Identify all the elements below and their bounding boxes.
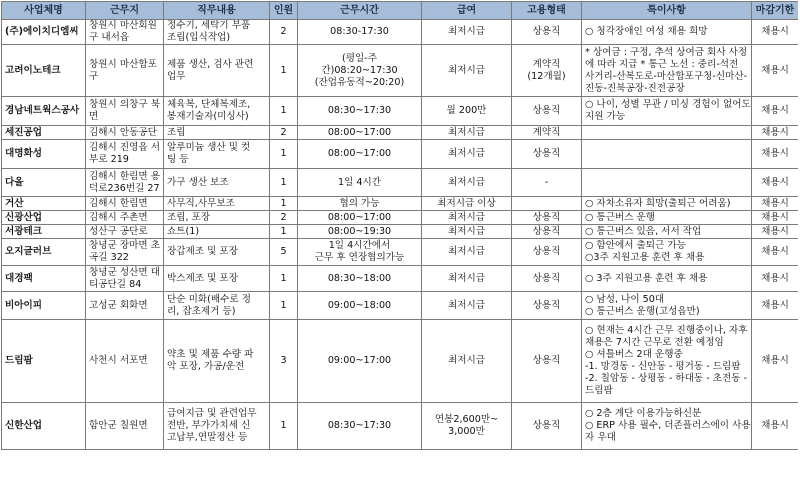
- location-cell-line: 티공단길 84: [89, 278, 142, 290]
- hours-cell-line: (잔업유동적~20:20): [314, 76, 405, 88]
- employment-type-cell-line: 상용직: [532, 225, 561, 237]
- duty-cell: [164, 239, 270, 266]
- location-cell-line: 김해시 한림면 용: [89, 170, 160, 182]
- company-name: 서광테크: [2, 225, 86, 239]
- location-cell: [86, 45, 164, 97]
- headcount-cell: 1: [270, 45, 298, 97]
- employment-type-cell-line: -: [544, 176, 549, 188]
- location-cell: [86, 97, 164, 126]
- duty-cell: [164, 225, 270, 239]
- notes-cell-line: 자 우대: [585, 432, 616, 443]
- deadline-cell: 채용시: [752, 126, 799, 140]
- pay-cell-line: 최저시급: [447, 299, 486, 311]
- company-name: 오지글러브: [2, 239, 86, 266]
- pay-cell: [422, 126, 512, 140]
- table-row: [2, 292, 799, 320]
- location-cell-line: 고성군 회화면: [89, 299, 148, 311]
- location-cell: [86, 140, 164, 169]
- location-cell-line: 함안군 칠원면: [89, 420, 148, 431]
- headcount-cell: 5: [270, 239, 298, 266]
- duty-cell-line: 전반, 부가가치세 신: [167, 420, 251, 431]
- location-cell: [86, 20, 164, 45]
- pay-cell: [422, 292, 512, 320]
- employment-type-cell: [512, 292, 582, 320]
- duty-cell-line: 고납부,연말정산 등: [167, 432, 248, 443]
- table-row: [2, 197, 799, 211]
- notes-cell-line: 사거리-산복도로-마산합포구청-신마산-: [585, 70, 748, 82]
- location-cell-line: 창녕군 성산면 대: [89, 266, 160, 278]
- duty-cell: [164, 169, 270, 197]
- notes-cell-line: ○ 통근버스 운행(고성읍만): [585, 305, 700, 317]
- employment-type-cell-line: 상용직: [532, 211, 561, 223]
- notes-cell-line: ○ 함안에서 출퇴근 가능: [585, 240, 686, 251]
- location-cell-line: 김해시 안동공단: [89, 126, 157, 138]
- notes-cell-line: 에 따라 지급 * 통근 노선 : 중리-석전: [585, 58, 739, 70]
- hours-cell-line: 08:00~17:00: [327, 211, 392, 223]
- duty-cell-line: 조립: [167, 126, 186, 138]
- company-name: 세진공업: [2, 126, 86, 140]
- notes-cell: [582, 140, 752, 169]
- duty-cell: [164, 403, 270, 450]
- notes-cell-line: 드림팜: [585, 385, 613, 396]
- duty-cell: [164, 126, 270, 140]
- employment-type-cell-line: 상용직: [532, 355, 561, 366]
- deadline-cell: 채용시: [752, 45, 799, 97]
- headcount-cell: 1: [270, 197, 298, 211]
- location-cell: [86, 169, 164, 197]
- pay-cell: [422, 225, 512, 239]
- header-hours: 근무시간: [298, 2, 422, 20]
- pay-cell-line: 최저시급: [447, 246, 486, 257]
- notes-cell-line: 진동-진북공장-진전공장: [585, 82, 685, 94]
- notes-cell: [582, 225, 752, 239]
- pay-cell: [422, 45, 512, 97]
- duty-cell-line: 제품 생산, 검사 관련: [167, 58, 254, 70]
- table-body: [2, 20, 799, 450]
- pay-cell: [422, 140, 512, 169]
- pay-cell-line: 최저시급: [447, 225, 486, 237]
- notes-cell-line: ○3주 지원고용 훈련 후 채용: [585, 252, 705, 263]
- table-row: [2, 225, 799, 239]
- duty-cell-line: 알루미늄 생산 및 컷: [167, 142, 251, 153]
- hours-cell-line: 09:00~18:00: [327, 299, 392, 311]
- hours-cell-line: 1일 4시간: [337, 176, 382, 188]
- duty-cell: [164, 320, 270, 403]
- company-name: (주)에이치디엠씨: [2, 20, 86, 45]
- duty-cell-line: 리, 잡초제거 등): [167, 305, 236, 317]
- duty-cell: [164, 45, 270, 97]
- hours-cell: [298, 211, 422, 225]
- job-listing-table: [1, 1, 798, 450]
- hours-cell: [298, 140, 422, 169]
- employment-type-cell: [512, 20, 582, 45]
- deadline-cell: 채용시: [752, 97, 799, 126]
- hours-cell-line: 간)08:20~17:30: [321, 64, 398, 76]
- duty-cell-line: 업무: [167, 70, 186, 82]
- location-cell: [86, 225, 164, 239]
- notes-cell-line: -1. 망경동 - 신안동 - 평거동 - 드림팜: [585, 361, 741, 372]
- table-row: [2, 403, 799, 450]
- hours-cell: [298, 320, 422, 403]
- hours-cell: [298, 126, 422, 140]
- duty-cell: [164, 20, 270, 45]
- company-name: 경남네트웍스공사: [2, 97, 86, 126]
- headcount-cell: 1: [270, 225, 298, 239]
- company-name: 신광산업: [2, 211, 86, 225]
- location-cell-line: 김해시 진영읍 서: [89, 142, 160, 153]
- notes-cell: [582, 45, 752, 97]
- duty-cell-line: 가구 생산 보조: [167, 176, 229, 188]
- table-row: [2, 45, 799, 97]
- pay-cell-line: 최저시급: [447, 148, 486, 159]
- location-cell-line: 김해시 한림면: [89, 197, 148, 209]
- pay-cell: [422, 266, 512, 292]
- notes-cell-line: ○ ERP 사용 필수, 더존플러스에이 사용: [585, 420, 751, 431]
- table-row: [2, 20, 799, 45]
- pay-cell-line: 최저시급: [447, 176, 486, 188]
- header-company: 사업체명: [2, 2, 86, 20]
- location-cell-line: 창원시 마산합포: [89, 58, 157, 70]
- notes-cell: [582, 403, 752, 450]
- duty-cell-line: 급여지급 및 관련업무: [167, 408, 257, 419]
- pay-cell: [422, 239, 512, 266]
- job-listing-table-container: [1, 1, 798, 485]
- deadline-cell: 채용시: [752, 239, 799, 266]
- headcount-cell: 1: [270, 169, 298, 197]
- location-cell-line: 구: [89, 70, 99, 82]
- hours-cell: [298, 197, 422, 211]
- headcount-cell: 1: [270, 266, 298, 292]
- deadline-cell: 채용시: [752, 211, 799, 225]
- hours-cell: [298, 403, 422, 450]
- hours-cell-line: 09:00~17:00: [327, 355, 392, 366]
- employment-type-cell: [512, 266, 582, 292]
- duty-cell-line: 사무직,사무보조: [167, 197, 235, 209]
- header-pay: 급여: [422, 2, 512, 20]
- notes-cell: [582, 126, 752, 140]
- notes-cell-line: 채용은 7시간 근무로 전환 예정임: [585, 337, 724, 348]
- location-cell-line: 김해시 주촌면: [89, 211, 148, 223]
- pay-cell-line: 월 200만: [446, 105, 487, 116]
- table-row: [2, 239, 799, 266]
- location-cell-line: 창원시 의창구 북: [89, 99, 160, 110]
- header-deadline: 마감기한: [752, 2, 799, 20]
- headcount-cell: 3: [270, 320, 298, 403]
- company-name: 고려이노테크: [2, 45, 86, 97]
- header-duty: 직무내용: [164, 2, 270, 20]
- employment-type-cell-line: 상용직: [532, 272, 561, 284]
- hours-cell-line: 1일 4시간에서: [328, 240, 391, 251]
- hours-cell-line: 근무 후 연장협의가능: [314, 252, 405, 263]
- employment-type-cell: [512, 225, 582, 239]
- pay-cell-line: 최저시급 이상: [437, 197, 496, 209]
- location-cell: [86, 197, 164, 211]
- employment-type-cell: [512, 403, 582, 450]
- headcount-cell: 1: [270, 97, 298, 126]
- hours-cell-line: 08:30~17:30: [327, 105, 392, 116]
- pay-cell-line: 최저시급: [447, 211, 486, 223]
- notes-cell: [582, 197, 752, 211]
- deadline-cell: 채용시: [752, 140, 799, 169]
- duty-cell: [164, 97, 270, 126]
- notes-cell-line: -2. 칠암동 - 상평동 - 하대동 - 초전동 -: [585, 373, 748, 384]
- duty-cell-line: 쇼트(1): [167, 225, 200, 237]
- header-headcount: 인원: [270, 2, 298, 20]
- employment-type-cell: [512, 140, 582, 169]
- duty-cell-line: 박스제조 및 포장: [167, 272, 238, 284]
- hours-cell-line: 08:00~19:30: [327, 225, 392, 237]
- location-cell-line: 사천시 서포면: [89, 355, 148, 366]
- employment-type-cell: [512, 239, 582, 266]
- pay-cell-line: 3,000만: [448, 426, 485, 437]
- notes-cell-line: 지원 가능: [585, 111, 626, 122]
- notes-cell-line: ○ 셔틀버스 2대 운행중: [585, 349, 683, 360]
- hours-cell: [298, 266, 422, 292]
- pay-cell-line: 최저시급: [447, 355, 486, 366]
- location-cell-line: 창원시 마산회원: [89, 20, 157, 31]
- hours-cell: [298, 20, 422, 45]
- employment-type-cell-line: 계약직: [532, 126, 561, 138]
- duty-cell-line: 단순 미화(배수로 정: [167, 293, 251, 305]
- pay-cell-line: 연봉2,600만~: [434, 414, 499, 425]
- duty-cell-line: 팅 등: [167, 154, 189, 165]
- company-name: 거산: [2, 197, 86, 211]
- employment-type-cell-line: 상용직: [532, 420, 561, 431]
- duty-cell: [164, 211, 270, 225]
- pay-cell-line: 최저시급: [447, 64, 486, 76]
- location-cell-line: 면: [89, 111, 99, 122]
- duty-cell-line: 악 포장, 가공/운전: [167, 361, 245, 372]
- notes-cell-line: ○ 2층 계단 이용가능하신분: [585, 408, 702, 419]
- company-name: 신한산업: [2, 403, 86, 450]
- deadline-cell: 채용시: [752, 20, 799, 45]
- notes-cell: [582, 266, 752, 292]
- hours-cell-line: 협의 가능: [339, 197, 380, 209]
- location-cell-line: 성산구 공단로: [89, 225, 148, 237]
- header-location: 근무지: [86, 2, 164, 20]
- duty-cell: [164, 197, 270, 211]
- company-name: 다올: [2, 169, 86, 197]
- duty-cell: [164, 292, 270, 320]
- employment-type-cell: [512, 169, 582, 197]
- employment-type-cell-line: (12개월): [527, 70, 566, 82]
- headcount-cell: 1: [270, 403, 298, 450]
- company-name: 드림팜: [2, 320, 86, 403]
- location-cell-line: 부로 219: [89, 154, 129, 165]
- location-cell: [86, 292, 164, 320]
- hours-cell: [298, 45, 422, 97]
- header-employment-type: 고용형태: [512, 2, 582, 20]
- employment-type-cell: [512, 197, 582, 211]
- notes-cell: [582, 169, 752, 197]
- location-cell-line: 덕로236번길 27: [89, 182, 160, 194]
- duty-cell-line: 봉재기술자(미싱사): [167, 111, 249, 122]
- pay-cell: [422, 403, 512, 450]
- headcount-cell: 1: [270, 292, 298, 320]
- notes-cell-line: ○ 자차소유자 희망(출퇴근 어려움): [585, 197, 731, 209]
- table-row: [2, 140, 799, 169]
- employment-type-cell-line: 계약직: [532, 58, 561, 70]
- duty-cell: [164, 140, 270, 169]
- employment-type-cell-line: 상용직: [532, 246, 561, 257]
- deadline-cell: 채용시: [752, 225, 799, 239]
- header-row: [2, 2, 799, 20]
- notes-cell-line: ○ 남성, 나이 50대: [585, 293, 665, 305]
- notes-cell: [582, 320, 752, 403]
- table-row: [2, 169, 799, 197]
- notes-cell-line: ○ 나이, 성별 무관 / 미싱 경험이 없어도: [585, 99, 751, 110]
- table-row: [2, 320, 799, 403]
- hours-cell-line: 08:30-17:30: [330, 26, 389, 37]
- hours-cell-line: 08:00~17:00: [327, 148, 392, 159]
- notes-cell: [582, 239, 752, 266]
- hours-cell-line: 08:30~18:00: [327, 272, 392, 284]
- duty-cell-line: 장갑제조 및 포장: [167, 246, 238, 257]
- hours-cell: [298, 239, 422, 266]
- location-cell-line: 창녕군 장마면 초: [89, 240, 160, 251]
- headcount-cell: 2: [270, 20, 298, 45]
- hours-cell-line: 08:00~17:00: [327, 126, 392, 138]
- hours-cell: [298, 292, 422, 320]
- location-cell: [86, 266, 164, 292]
- table-row: [2, 97, 799, 126]
- pay-cell: [422, 20, 512, 45]
- pay-cell: [422, 211, 512, 225]
- duty-cell-line: 체육복, 단체복제조,: [167, 99, 251, 110]
- employment-type-cell-line: 상용직: [532, 105, 561, 116]
- employment-type-cell-line: 상용직: [532, 26, 561, 37]
- duty-cell-line: 조립, 포장: [167, 211, 211, 223]
- company-name: 대명화성: [2, 140, 86, 169]
- notes-cell: [582, 211, 752, 225]
- hours-cell: [298, 97, 422, 126]
- duty-cell-line: 정수기, 세탁기 부품: [167, 20, 251, 31]
- employment-type-cell: [512, 45, 582, 97]
- notes-cell-line: ○ 현재는 4시간 근무 진행중이나, 자후: [585, 325, 748, 336]
- employment-type-cell: [512, 211, 582, 225]
- employment-type-cell: [512, 97, 582, 126]
- hours-cell: [298, 169, 422, 197]
- company-name: 비아이피: [2, 292, 86, 320]
- deadline-cell: 채용시: [752, 403, 799, 450]
- employment-type-cell: [512, 320, 582, 403]
- notes-cell-line: ○ 청각장애인 여성 채용 희망: [585, 26, 708, 37]
- location-cell: [86, 126, 164, 140]
- notes-cell: [582, 20, 752, 45]
- hours-cell: [298, 225, 422, 239]
- pay-cell: [422, 97, 512, 126]
- headcount-cell: 1: [270, 140, 298, 169]
- deadline-cell: 채용시: [752, 292, 799, 320]
- pay-cell: [422, 320, 512, 403]
- deadline-cell: 채용시: [752, 320, 799, 403]
- table-row: [2, 211, 799, 225]
- employment-type-cell: [512, 126, 582, 140]
- deadline-cell: 채용시: [752, 169, 799, 197]
- employment-type-cell-line: 상용직: [532, 299, 561, 311]
- location-cell: [86, 320, 164, 403]
- duty-cell: [164, 266, 270, 292]
- pay-cell-line: 최저시급: [447, 26, 486, 37]
- location-cell-line: 구 내서읍: [89, 32, 130, 43]
- pay-cell-line: 최저시급: [447, 272, 486, 284]
- pay-cell: [422, 169, 512, 197]
- hours-cell-line: (평일-주: [341, 52, 377, 64]
- notes-cell: [582, 292, 752, 320]
- location-cell: [86, 239, 164, 266]
- deadline-cell: 채용시: [752, 266, 799, 292]
- location-cell-line: 곡길 322: [89, 252, 129, 263]
- company-name: 대경팩: [2, 266, 86, 292]
- pay-cell-line: 최저시급: [447, 126, 486, 138]
- table-row: [2, 126, 799, 140]
- location-cell: [86, 403, 164, 450]
- duty-cell-line: 조립(입식작업): [167, 32, 231, 43]
- notes-cell-line: * 상여금 : 구정, 추석 상여금 회사 사정: [585, 46, 748, 58]
- pay-cell: [422, 197, 512, 211]
- notes-cell-line: ○ 3주 지원고용 훈련 후 채용: [585, 272, 708, 284]
- duty-cell-line: 약초 및 제품 수량 파: [167, 349, 254, 360]
- deadline-cell: 채용시: [752, 197, 799, 211]
- header-notes: 특이사항: [582, 2, 752, 20]
- location-cell: [86, 211, 164, 225]
- notes-cell-line: ○ 통근버스 운행: [585, 211, 656, 223]
- hours-cell-line: 08:30~17:30: [327, 420, 392, 431]
- headcount-cell: 2: [270, 211, 298, 225]
- notes-cell: [582, 97, 752, 126]
- employment-type-cell-line: 상용직: [532, 148, 561, 159]
- table-row: [2, 266, 799, 292]
- notes-cell-line: ○ 통근버스 있음, 서서 작업: [585, 225, 702, 237]
- headcount-cell: 2: [270, 126, 298, 140]
